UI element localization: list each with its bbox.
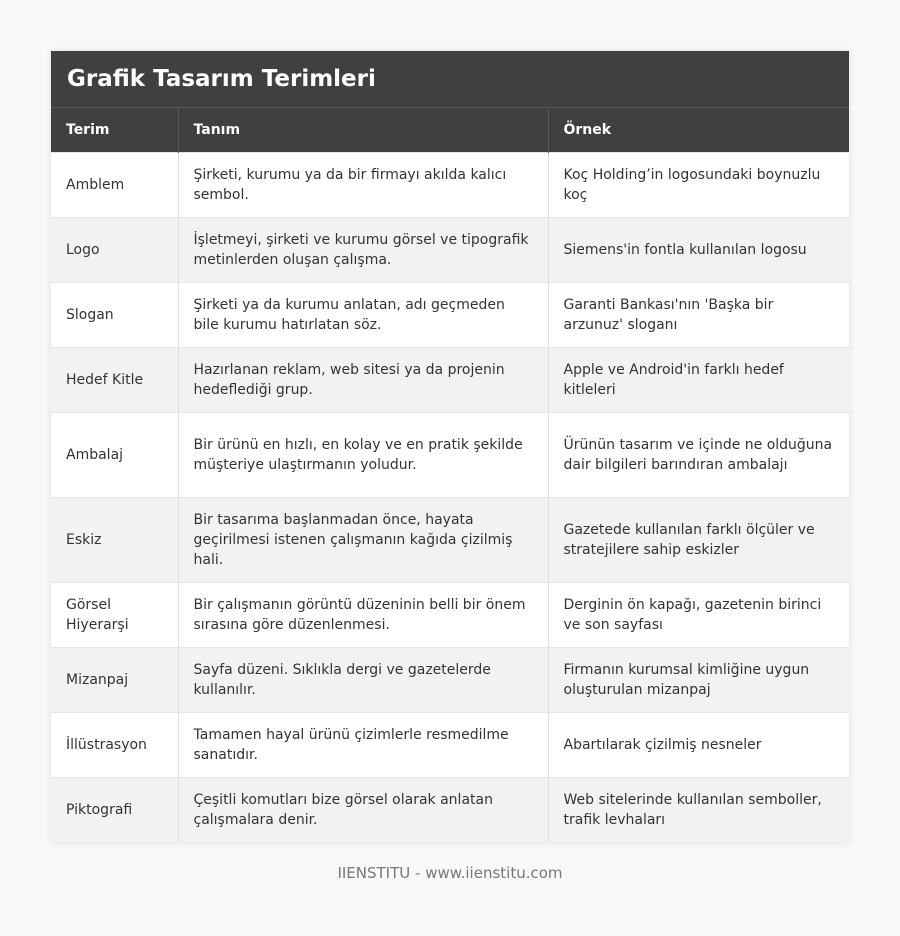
table-row [51,152,849,217]
example-cell: Siemens'in fontla kullanılan logosu [548,217,849,282]
column-header-definition: Tanım [178,108,548,152]
example-cell: Web sitelerinde kullanılan semboller, trafik levhaları [548,777,849,842]
table-row [51,497,849,582]
term-cell: Logo [51,217,178,282]
column-header-example: Örnek [563,121,612,138]
example-cell: Firmanın kurumsal kimliğine uygun oluşturulan mizanpaj [548,647,849,712]
definition-cell: Sayfa düzeni. Sıklıkla dergi ve gazetelerde kullanılır. [178,647,548,712]
table-row [51,647,849,712]
table-row [51,582,849,647]
table-row [51,412,849,497]
definition-cell: Şirketi ya da kurumu anlatan, adı geçmeden bile kurumu hatırlatan söz. [178,282,548,347]
table-header-row [51,108,849,152]
terms-table-card [51,51,849,842]
term-cell: Piktografi [51,777,178,842]
table-row [51,777,849,842]
example-cell: Abartılarak çizilmiş nesneler [548,712,849,777]
definition-cell: Hazırlanan reklam, web sitesi ya da projenin hedeflediği grup. [178,347,548,412]
example-cell: Koç Holding’in logosundaki boynuzlu koç [548,152,849,217]
example-cell: Gazetede kullanılan farklı ölçüler ve stratejilere sahip eskizler [548,497,849,582]
definition-cell: Bir ürünü en hızlı, en kolay ve en pratik şekilde müşteriye ulaştırmanın yoludur. [178,412,548,497]
term-cell: Amblem [51,152,178,217]
term-cell: Ambalaj [51,412,178,497]
table-row [51,282,849,347]
table-row [51,217,849,282]
term-cell: Görsel Hiyerarşi [51,582,178,647]
term-cell: Hedef Kitle [51,347,178,412]
table-row [51,347,849,412]
table-row [51,712,849,777]
term-cell: Eskiz [51,497,178,582]
example-cell: Derginin ön kapağı, gazetenin birinci ve son sayfası [548,582,849,647]
term-cell: Mizanpaj [51,647,178,712]
example-cell: Ürünün tasarım ve içinde ne olduğuna dair bilgileri barındıran ambalajı [548,412,849,497]
definition-cell: Bir çalışmanın görüntü düzeninin belli bir önem sırasına göre düzenlenmesi. [178,582,548,647]
definition-cell: Tamamen hayal ürünü çizimlerle resmedilme sanatıdır. [178,712,548,777]
definition-cell: Şirketi, kurumu ya da bir firmayı akılda kalıcı sembol. [178,152,548,217]
term-cell: Slogan [51,282,178,347]
definition-cell: Bir tasarıma başlanmadan önce, hayata geçirilmesi istenen çalışmanın kağıda çizilmiş hali. [178,497,548,582]
example-cell: Garanti Bankası'nın 'Başka bir arzunuz' sloganı [548,282,849,347]
footer-credit: IIENSTITU - www.iienstitu.com [337,864,563,882]
terms-table [51,108,849,842]
column-header-term: Terim [51,108,178,152]
definition-cell: İşletmeyi, şirketi ve kurumu görsel ve tipografik metinlerden oluşan çalışma. [178,217,548,282]
example-cell: Apple ve Android'in farklı hedef kitleleri [548,347,849,412]
table-title: Grafik Tasarım Terimleri [51,51,849,108]
definition-cell: Çeşitli komutları bize görsel olarak anlatan çalışmalara denir. [178,777,548,842]
term-cell: İllüstrasyon [51,712,178,777]
